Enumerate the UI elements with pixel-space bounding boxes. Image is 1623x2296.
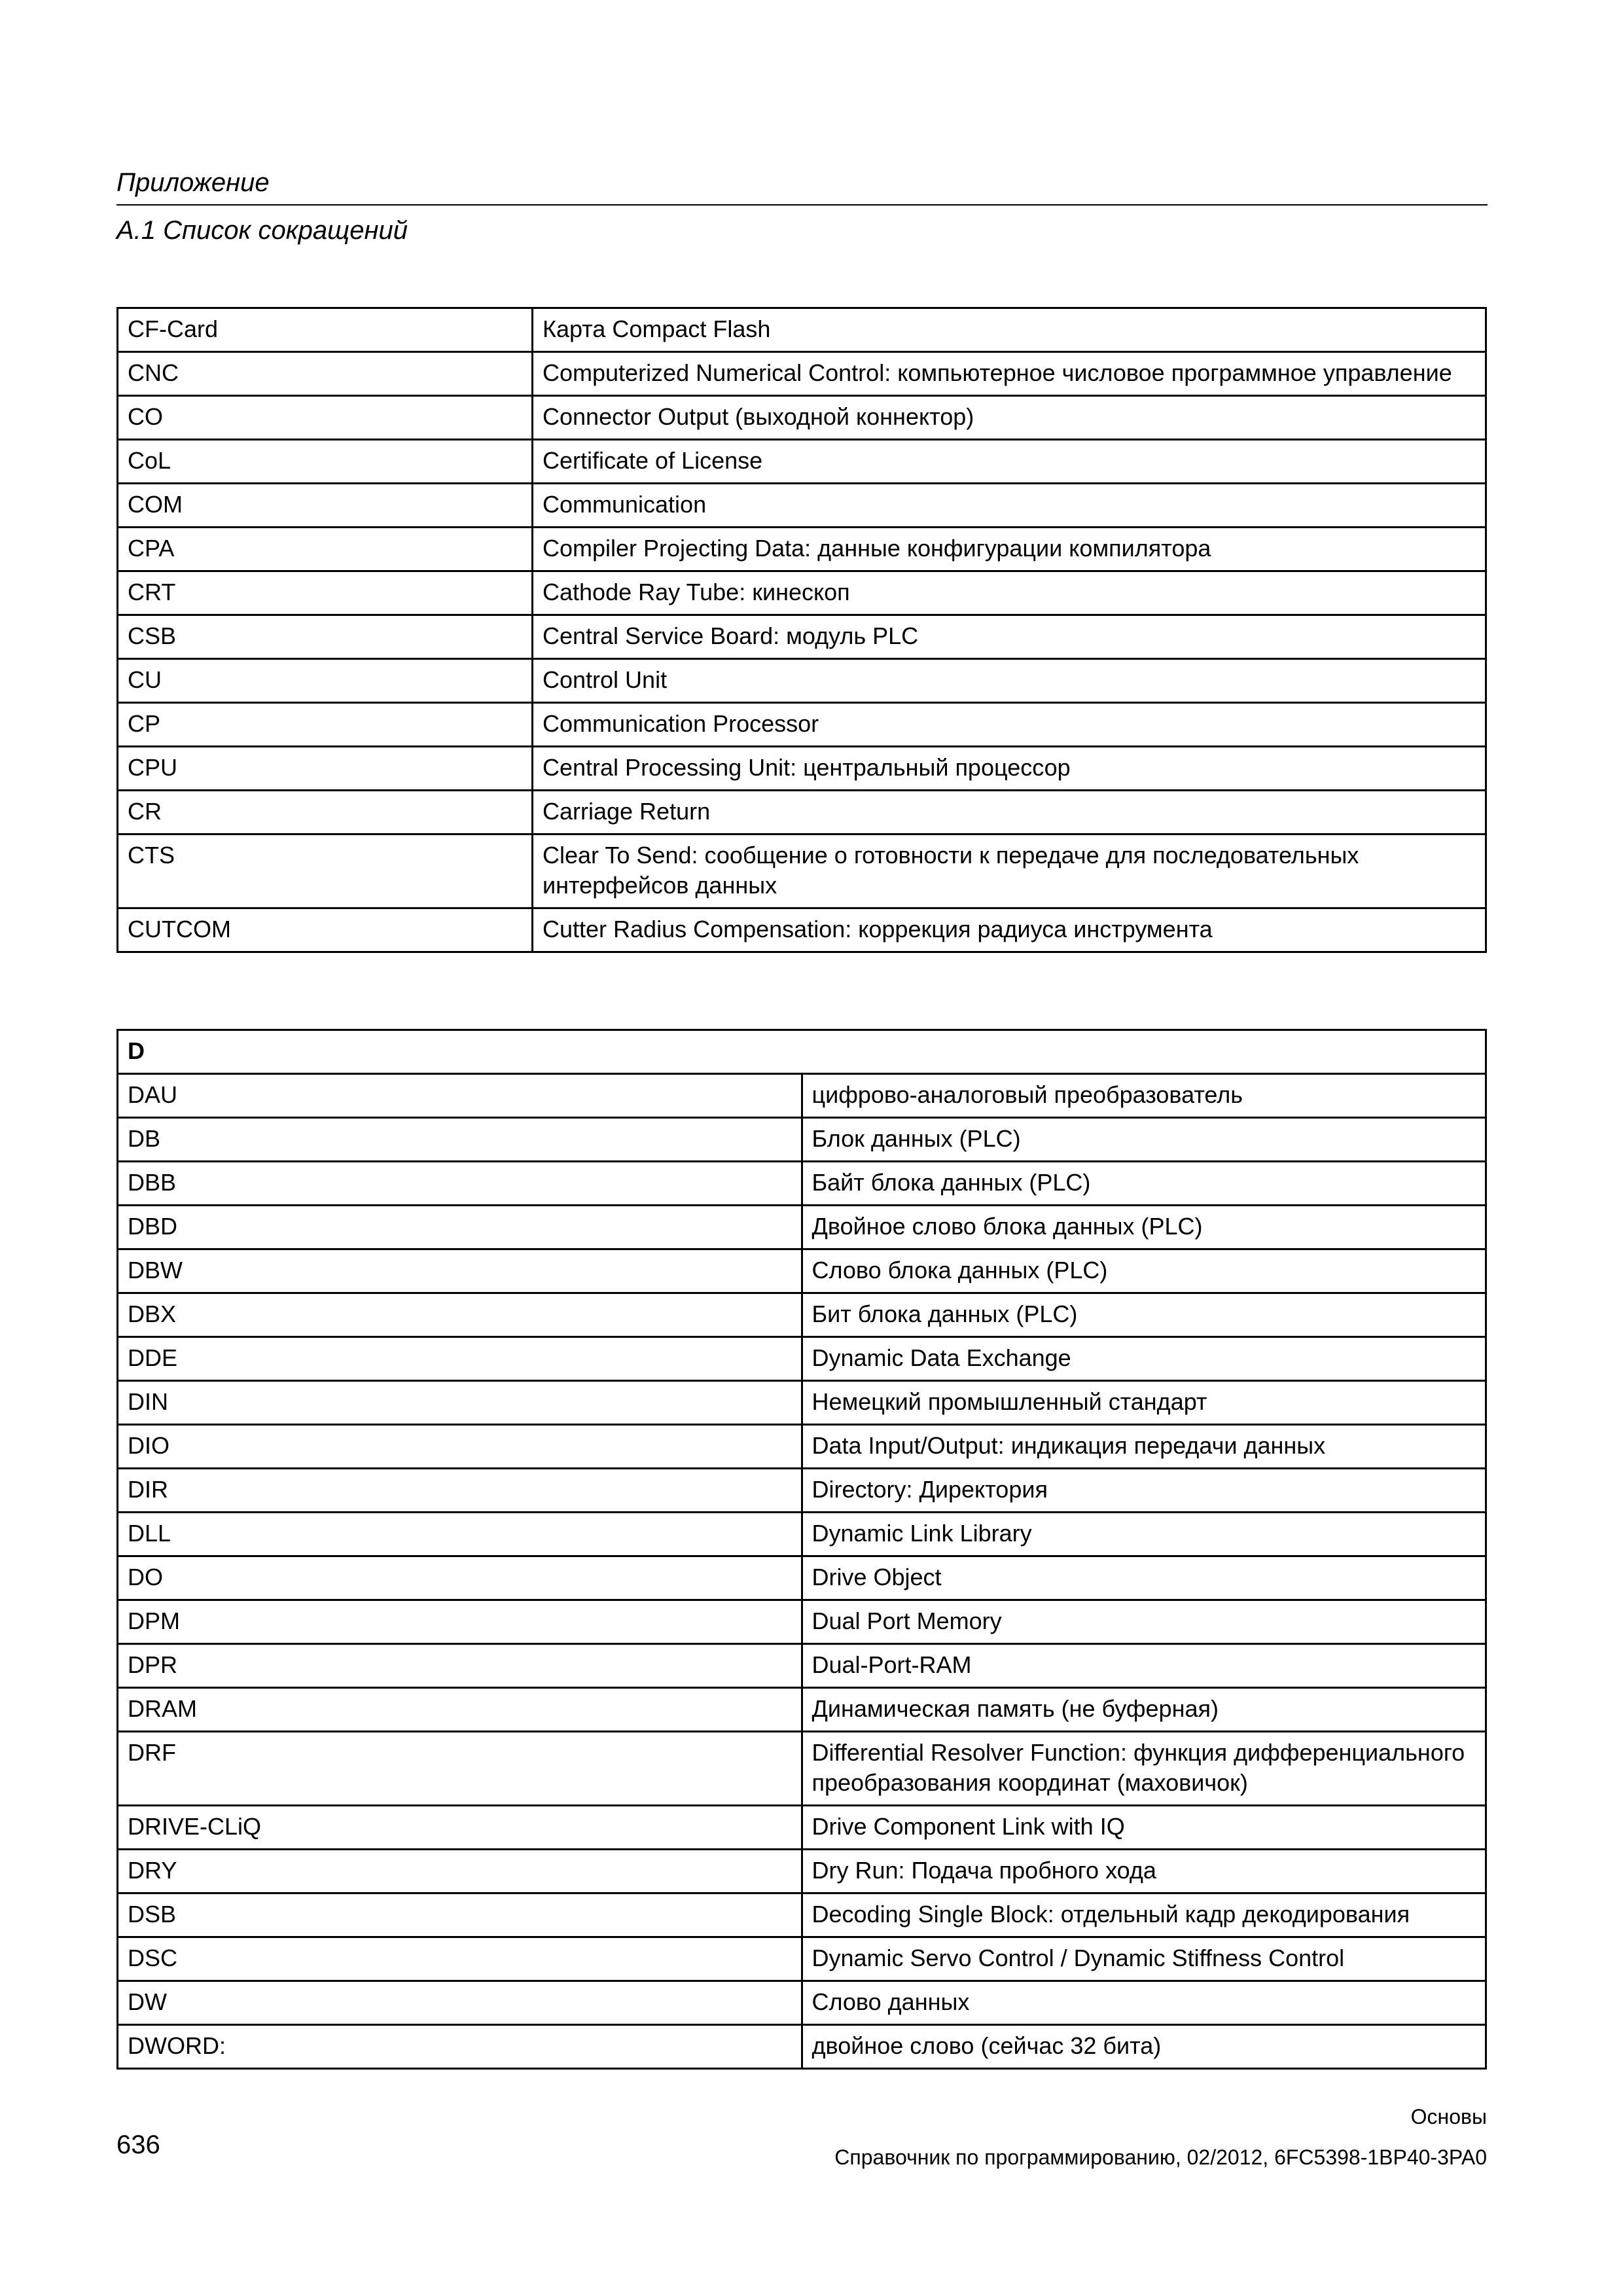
description-cell: Динамическая память (не буферная) [802, 1688, 1486, 1732]
table-row [118, 1118, 1486, 1162]
abbreviation-cell: CPU [118, 747, 533, 791]
description-cell: Cathode Ray Tube: кинескоп [533, 571, 1486, 615]
abbreviation-cell: DB [118, 1118, 802, 1162]
table-row [118, 528, 1486, 571]
abbreviation-cell: DIR [118, 1469, 802, 1513]
abbreviation-cell: CRT [118, 571, 533, 615]
abbreviation-cell: CU [118, 659, 533, 703]
description-cell: двойное слово (сейчас 32 бита) [802, 2025, 1486, 2069]
description-cell: Carriage Return [533, 791, 1486, 834]
table-row [118, 1162, 1486, 1206]
table-row [118, 1732, 1486, 1806]
table-row [118, 2025, 1486, 2069]
table-row [118, 834, 1486, 908]
abbreviation-cell: DRAM [118, 1688, 802, 1732]
description-cell: Computerized Numerical Control: компьютерное числовое программное управление [533, 352, 1486, 396]
abbreviation-cell: DPR [118, 1644, 802, 1688]
description-cell: Differential Resolver Function: функция дифференциального преобразования координат (маховичок) [802, 1732, 1486, 1806]
description-cell: Control Unit [533, 659, 1486, 703]
table-row [118, 1850, 1486, 1893]
abbreviation-cell: COM [118, 484, 533, 528]
table-row [118, 1381, 1486, 1425]
subsection-title: A.1 Список сокращений [116, 216, 408, 245]
group-header-row [118, 1030, 1486, 1074]
footer-document-info [834, 2096, 1487, 2178]
table-row [118, 747, 1486, 791]
abbreviation-cell: DRIVE-CLiQ [118, 1806, 802, 1850]
table-row [118, 659, 1486, 703]
description-cell: Бит блока данных (PLC) [802, 1293, 1486, 1337]
table-row [118, 908, 1486, 952]
description-cell: Блок данных (PLC) [802, 1118, 1486, 1162]
group-letter: D [118, 1030, 1486, 1074]
table-row [118, 1337, 1486, 1381]
description-cell: Dynamic Data Exchange [802, 1337, 1486, 1381]
description-cell: Connector Output (выходной коннектор) [533, 396, 1486, 440]
abbreviation-cell: DDE [118, 1337, 802, 1381]
table-row [118, 703, 1486, 747]
page-header [116, 164, 1488, 250]
table-row [118, 1688, 1486, 1732]
table-d-body [118, 1030, 1486, 2069]
description-cell: Слово блока данных (PLC) [802, 1249, 1486, 1293]
table-row [118, 440, 1486, 484]
table-c-body [118, 308, 1486, 952]
description-cell: Карта Compact Flash [533, 308, 1486, 352]
table-row [118, 571, 1486, 615]
abbreviation-cell: DAU [118, 1074, 802, 1118]
table-row [118, 1981, 1486, 2025]
abbreviation-cell: DLL [118, 1513, 802, 1556]
description-cell: Dual-Port-RAM [802, 1644, 1486, 1688]
table-row [118, 352, 1486, 396]
abbreviation-cell: DIO [118, 1425, 802, 1469]
abbreviation-cell: DWORD: [118, 2025, 802, 2069]
description-cell: Decoding Single Block: отдельный кадр декодирования [802, 1893, 1486, 1937]
description-cell: Clear To Send: сообщение о готовности к передаче для последовательных интерфейсов данных [533, 834, 1486, 908]
abbreviation-cell: CoL [118, 440, 533, 484]
table-row [118, 396, 1486, 440]
description-cell: Dynamic Link Library [802, 1513, 1486, 1556]
abbreviation-cell: DBW [118, 1249, 802, 1293]
abbreviation-cell: CP [118, 703, 533, 747]
table-row [118, 308, 1486, 352]
abbreviation-cell: DIN [118, 1381, 802, 1425]
table-row [118, 1937, 1486, 1981]
section-title: Приложение [116, 168, 270, 197]
abbreviation-cell: DSC [118, 1937, 802, 1981]
description-cell: Dual Port Memory [802, 1600, 1486, 1644]
table-row [118, 1644, 1486, 1688]
abbreviations-table-d [116, 1029, 1487, 2070]
abbreviation-cell: DBB [118, 1162, 802, 1206]
abbreviation-cell: DW [118, 1981, 802, 2025]
abbreviation-cell: CO [118, 396, 533, 440]
description-cell: Cutter Radius Compensation: коррекция радиуса инструмента [533, 908, 1486, 952]
description-cell: Слово данных [802, 1981, 1486, 2025]
abbreviation-cell: DPM [118, 1600, 802, 1644]
table-row [118, 1074, 1486, 1118]
description-cell: Directory: Директория [802, 1469, 1486, 1513]
description-cell: Certificate of License [533, 440, 1486, 484]
table-row [118, 484, 1486, 528]
abbreviation-cell: CPA [118, 528, 533, 571]
abbreviation-cell: CTS [118, 834, 533, 908]
table-row [118, 1893, 1486, 1937]
abbreviation-cell: CNC [118, 352, 533, 396]
description-cell: цифрово-аналоговый преобразователь [802, 1074, 1486, 1118]
abbreviation-cell: CSB [118, 615, 533, 659]
abbreviation-cell: DO [118, 1556, 802, 1600]
abbreviation-cell: DBX [118, 1293, 802, 1337]
abbreviation-cell: DSB [118, 1893, 802, 1937]
table-row [118, 1600, 1486, 1644]
table-row [118, 1469, 1486, 1513]
table-row [118, 1806, 1486, 1850]
description-cell: Communication Processor [533, 703, 1486, 747]
description-cell: Dynamic Servo Control / Dynamic Stiffness Control [802, 1937, 1486, 1981]
table-row [118, 1206, 1486, 1249]
table-row [118, 1249, 1486, 1293]
table-row [118, 1556, 1486, 1600]
abbreviation-cell: DBD [118, 1206, 802, 1249]
page-number: 636 [116, 2130, 160, 2159]
table-row [118, 1425, 1486, 1469]
description-cell: Двойное слово блока данных (PLC) [802, 1206, 1486, 1249]
footer-doc-ref: Справочник по программированию, 02/2012, 6FC5398-1BP40-3PA0 [834, 2145, 1487, 2169]
description-cell: Central Service Board: модуль PLC [533, 615, 1486, 659]
description-cell: Compiler Projecting Data: данные конфигурации компилятора [533, 528, 1486, 571]
description-cell: Немецкий промышленный стандарт [802, 1381, 1486, 1425]
abbreviation-cell: DRF [118, 1732, 802, 1806]
table-row [118, 791, 1486, 834]
table-row [118, 1513, 1486, 1556]
description-cell: Drive Object [802, 1556, 1486, 1600]
description-cell: Drive Component Link with IQ [802, 1806, 1486, 1850]
table-row [118, 615, 1486, 659]
description-cell: Байт блока данных (PLC) [802, 1162, 1486, 1206]
description-cell: Dry Run: Подача пробного хода [802, 1850, 1486, 1893]
abbreviation-cell: CR [118, 791, 533, 834]
abbreviation-cell: DRY [118, 1850, 802, 1893]
table-row [118, 1293, 1486, 1337]
description-cell: Data Input/Output: индикация передачи данных [802, 1425, 1486, 1469]
description-cell: Central Processing Unit: центральный процессор [533, 747, 1486, 791]
header-rule [116, 204, 1488, 206]
abbreviation-cell: CUTCOM [118, 908, 533, 952]
abbreviation-cell: CF-Card [118, 308, 533, 352]
abbreviations-table-c [116, 307, 1487, 953]
description-cell: Communication [533, 484, 1486, 528]
footer-doc-title: Основы [1410, 2105, 1487, 2128]
